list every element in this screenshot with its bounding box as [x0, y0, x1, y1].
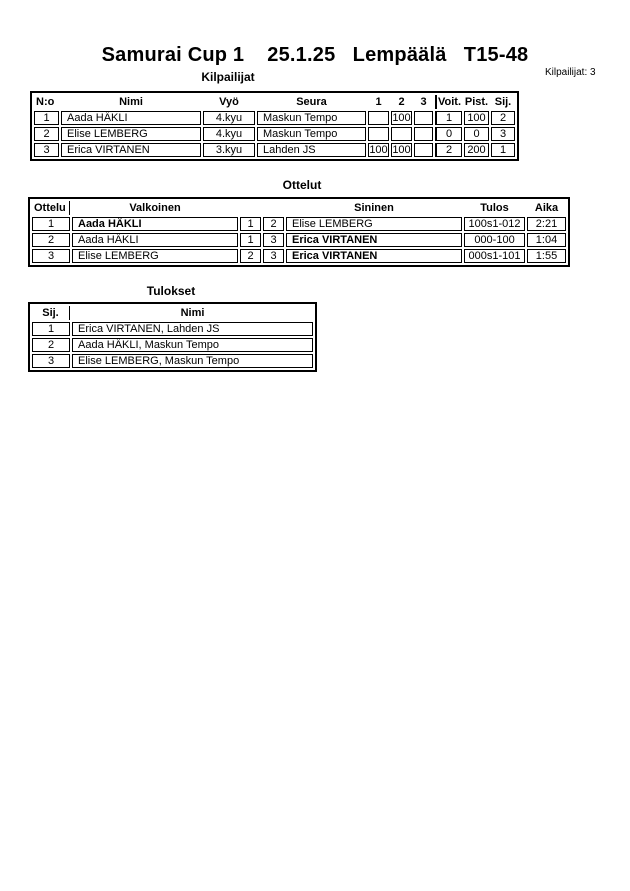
competitor-row	[34, 143, 515, 157]
blue-competitor: Elise LEMBERG	[286, 217, 462, 231]
competitor-number: 3	[34, 143, 59, 157]
match-time: 2:21	[527, 217, 566, 231]
matches-section-title: Ottelut	[282, 178, 322, 192]
competitor-club: Maskun Tempo	[257, 111, 366, 125]
competitor-name: Aada HÄKLI	[61, 111, 201, 125]
col-header-name: Nimi	[119, 96, 143, 108]
col-header-belt: Vyö	[219, 96, 239, 108]
result-row	[32, 322, 313, 336]
white-competitor: Aada HÄKLI	[72, 217, 238, 231]
competitor-wins: 1	[435, 111, 462, 125]
blue-competitor: Erica VIRTANEN	[286, 249, 462, 263]
competitor-name: Elise LEMBERG	[61, 127, 201, 141]
col-header-white: Valkoinen	[129, 202, 181, 214]
result-place: 1	[32, 322, 70, 336]
white-competitor: Aada HÄKLI	[72, 233, 238, 247]
result-name: Aada HÄKLI, Maskun Tempo	[72, 338, 313, 352]
match-result: 000-100	[464, 233, 525, 247]
competitor-place: 3	[491, 127, 515, 141]
matches-table	[28, 197, 570, 267]
match-time: 1:55	[527, 249, 566, 263]
competitor-number: 2	[34, 127, 59, 141]
match3-points	[414, 111, 433, 125]
blue-competitor-number: 2	[263, 217, 284, 231]
match-number: 3	[32, 249, 70, 263]
match-number: 1	[32, 217, 70, 231]
match1-points: 100	[369, 144, 388, 156]
match-row	[32, 249, 566, 263]
competitor-count-label: Kilpailijat: 3	[545, 67, 596, 78]
competitor-club: Lahden JS	[257, 143, 366, 157]
match2-points: 100	[392, 112, 411, 124]
competitors-section-title: Kilpailijat	[201, 70, 255, 84]
match-time: 1:04	[527, 233, 566, 247]
competitor-belt: 3.kyu	[203, 143, 255, 157]
competitor-belt: 4.kyu	[203, 111, 255, 125]
results-section-title: Tulokset	[146, 284, 196, 298]
match1-points	[368, 127, 389, 141]
result-row	[32, 338, 313, 352]
match-row	[32, 233, 566, 247]
col-header-wins: Voit.	[435, 95, 462, 109]
competitors-table	[30, 91, 519, 161]
col-header-club: Seura	[296, 96, 327, 108]
competitor-row	[34, 127, 515, 141]
white-competitor: Elise LEMBERG	[72, 249, 238, 263]
competitor-points: 200	[464, 143, 489, 157]
competitor-belt: 4.kyu	[203, 127, 255, 141]
competitor-place: 1	[491, 143, 515, 157]
match-row	[32, 217, 566, 231]
competitor-number: 1	[34, 111, 59, 125]
col-header-name: Nimi	[180, 307, 205, 319]
competitor-club: Maskun Tempo	[257, 127, 366, 141]
match-result: 000s1-101	[464, 249, 525, 263]
competitors-header-row	[34, 95, 515, 109]
col-header-place: Sij.	[32, 306, 70, 320]
match3-points	[414, 143, 433, 157]
blue-competitor: Erica VIRTANEN	[286, 233, 462, 247]
col-header-points: Pist.	[464, 96, 489, 108]
col-header-blue-no	[263, 201, 284, 215]
blue-competitor-number: 3	[263, 249, 284, 263]
blue-competitor-number: 3	[263, 233, 284, 247]
white-competitor-number: 2	[240, 249, 261, 263]
result-name: Erica VIRTANEN, Lahden JS	[72, 322, 313, 336]
result-place: 3	[32, 354, 70, 368]
col-header-match1: 1	[375, 96, 382, 108]
competitor-wins: 2	[435, 143, 462, 157]
match-number: 2	[32, 233, 70, 247]
matches-header-row	[32, 201, 566, 215]
page-title: Samurai Cup 1 25.1.25 Lempäälä T15-48	[101, 44, 529, 66]
competitor-points: 0	[464, 127, 489, 141]
competitor-name: Erica VIRTANEN	[61, 143, 201, 157]
results-table	[28, 302, 317, 372]
competitor-place: 2	[491, 111, 515, 125]
match1-points	[368, 111, 389, 125]
col-header-match3: 3	[420, 96, 427, 108]
col-header-place: Sij.	[494, 96, 512, 108]
col-header-white-no	[240, 201, 261, 215]
match2-points	[391, 127, 412, 141]
col-header-blue: Sininen	[354, 202, 394, 214]
competitor-wins: 0	[435, 127, 462, 141]
white-competitor-number: 1	[240, 233, 261, 247]
results-header-row	[32, 306, 313, 320]
match3-points	[414, 127, 433, 141]
match-result: 100s1-012	[464, 217, 525, 231]
white-competitor-number: 1	[240, 217, 261, 231]
col-header-no: N:o	[36, 96, 55, 108]
result-row	[32, 354, 313, 368]
competitor-row	[34, 111, 515, 125]
result-place: 2	[32, 338, 70, 352]
col-header-match2: 2	[398, 96, 405, 108]
competitor-points: 100	[464, 111, 489, 125]
result-name: Elise LEMBERG, Maskun Tempo	[72, 354, 313, 368]
col-header-result: Tulos	[480, 202, 509, 214]
match2-points: 100	[392, 144, 411, 156]
col-header-time: Aika	[534, 202, 559, 214]
col-header-match: Ottelu	[32, 201, 70, 215]
